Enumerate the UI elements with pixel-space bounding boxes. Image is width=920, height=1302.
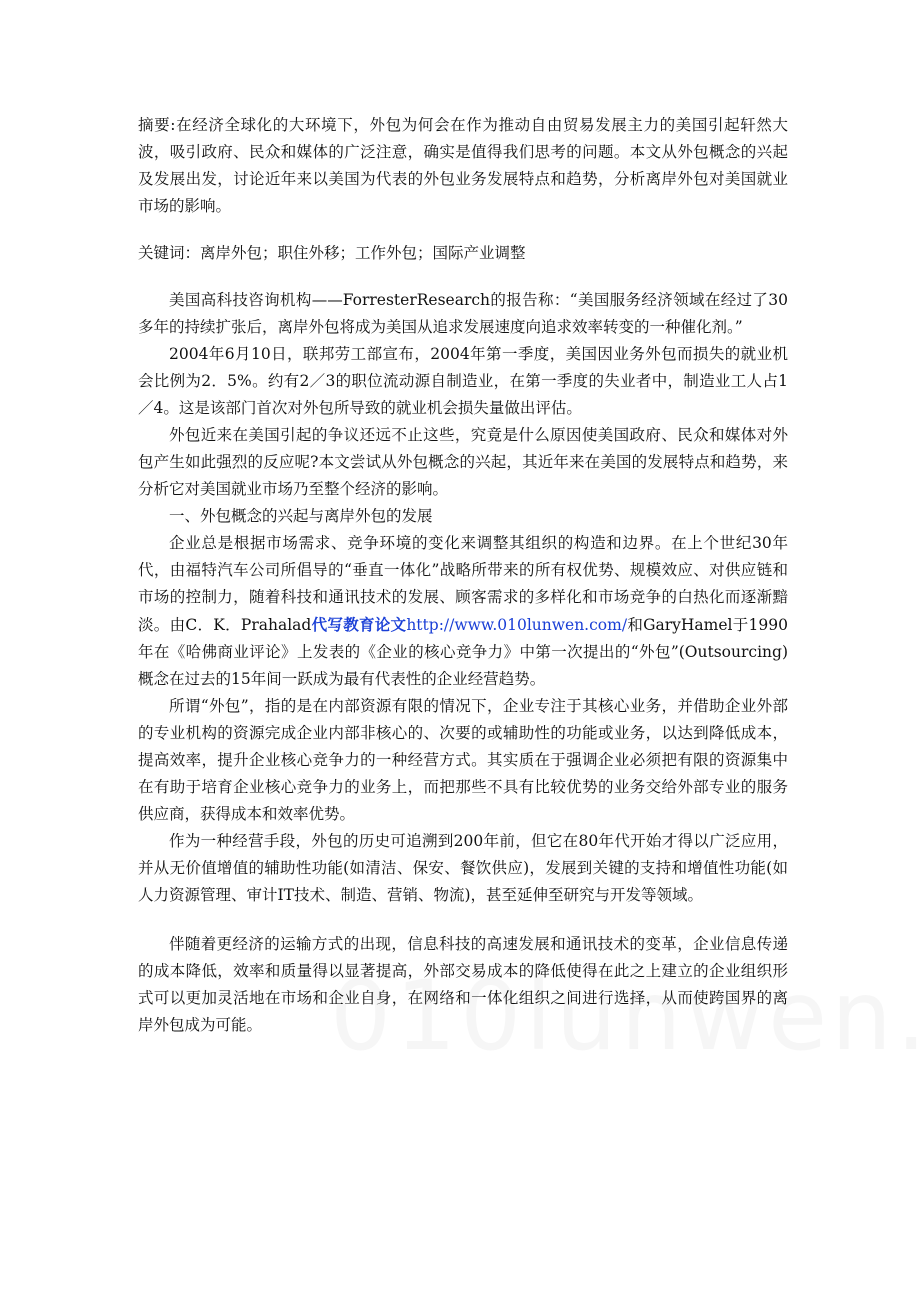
abstract-label: 摘要: <box>138 116 176 134</box>
paragraph-labor-department: 2004年6月10日，联邦劳工部宣布，2004年第一季度，美国因业务外包而损失的就业机会比例为2．5%。约有2／3的职位流动源自制造业，在第一季度的失业者中，制造业工人占1／4。这是该部门首次对外包所导致的就业机会损失量做出评估。 <box>138 345 788 417</box>
paragraph-forrester: 美国高科技咨询机构——ForresterResearch的报告称：“美国服务经济领域在经过了30多年的持续扩张后，离岸外包将成为美国从追求发展速度向追求效率转变的一种催化剂。” <box>138 291 788 336</box>
keywords: 关键词：离岸外包；职住外移；工作外包；国际产业调整 <box>138 244 526 262</box>
paragraph-outsourcing-origin <box>138 530 788 693</box>
paragraph-outsourcing-origin-text: 企业总是根据市场需求、竞争环境的变化来调整其组织的构造和边界。在上个世纪30年代，由福特汽车公司所倡导的“垂直一体化”战略所带来的所有权优势、规模效应、对供应链和市场的控制力，随着科技和通讯技术的发展、顾客需求的多样化和市场竞争的白热化而逐渐黯淡。由C．K．Prahalad <box>138 534 788 634</box>
ad-link[interactable]: 代写教育论文 <box>311 615 407 634</box>
paragraph-outsourcing-origin-tail: 和GaryHamel于1990年在《哈佛商业评论》上发表的《企业的核心竞争力》中第一次提出的“外包”(Outsourcing)概念在过去的15年间一跃成为最有代表性的企业经营趋势。 <box>138 616 788 688</box>
paragraph-history: 作为一种经营手段，外包的历史可追溯到200年前，但它在80年代开始才得以广泛应用，并从无价值增值的辅助性功能(如清洁、保安、餐饮供应)，发展到关键的支持和增值性功能(如人力资源管理、审计IT技术、制造、营销、物流)，甚至延伸至研究与开发等领域。 <box>138 832 788 904</box>
paragraph-offshore: 伴随着更经济的运输方式的出现，信息科技的高速发展和通讯技术的变革，企业信息传递的成本降低，效率和质量得以显著提高，外部交易成本的降低使得在此之上建立的企业组织形式可以更加灵活地在市场和企业自身，在网络和一体化组织之间进行选择，从而使跨国界的离岸外包成为可能。 <box>138 935 788 1034</box>
paragraph-controversy: 外包近来在美国引起的争议还远不止这些，究竟是什么原因使美国政府、民众和媒体对外包产生如此强烈的反应呢?本文尝试从外包概念的兴起，其近年来在美国的发展特点和趋势，来分析它对美国就业市场乃至整个经济的影响。 <box>138 426 788 498</box>
abstract-text: 在经济全球化的大环境下，外包为何会在作为推动自由贸易发展主力的美国引起轩然大波，吸引政府、民众和媒体的广泛注意，确实是值得我们思考的问题。本文从外包概念的兴起及发展出发，讨论近年来以美国为代表的外包业务发展特点和趋势，分析离岸外包对美国就业市场的影响。 <box>138 116 788 215</box>
section-heading-1: 一、外包概念的兴起与离岸外包的发展 <box>169 507 433 525</box>
abstract <box>138 112 788 220</box>
paragraph-definition: 所谓“外包”，指的是在内部资源有限的情况下，企业专注于其核心业务，并借助企业外部的专业机构的资源完成企业内部非核心的、次要的或辅助性的功能或业务，以达到降低成本，提高效率，提升企业核心竞争力的一种经营方式。其实质在于强调企业必须把有限的资源集中在有助于培育企业核心竞争力的业务上，而把那些不具有比较优势的业务交给外部专业的服务供应商，获得成本和效率优势。 <box>138 697 788 823</box>
url-link[interactable]: http://www.010lunwen.com/ <box>406 616 628 634</box>
document-body <box>138 112 788 1039</box>
